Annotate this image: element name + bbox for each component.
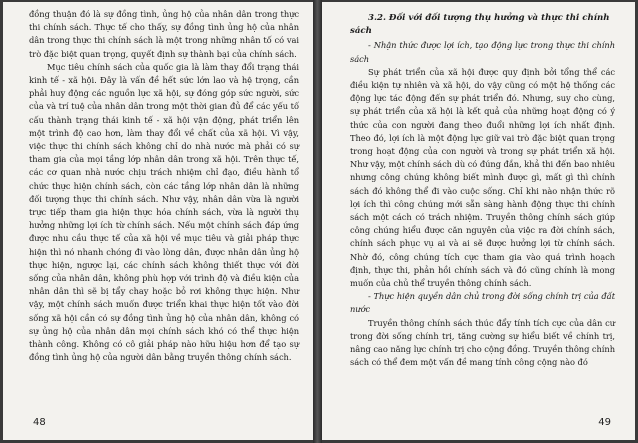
left-paragraph-2: Mục tiêu chính sách của quốc gia là làm thay đổi trạng thái kinh tế - xã hội. Đây là vấn đề hết sức lớn lao và hệ trọng, cần phải huy động các nguồn lực xã hội, sự đóng góp sức người, sức của và trí tuệ của nhân dân trong một thời gian đủ để các yếu tố cấu thành trạng thái kinh tế - xã hội vận động, phát triển lên một trình độ cao hơn, làm thay đổi về chất của xã hội. Vì vậy, việc thực thi chính sách không chỉ do nhà nước mà phải có sự tham gia của mọi tầng lớp nhân dân trong xã hội. Trên thực tế, các cơ quan nhà nước chịu trách nhiệm chỉ đạo, điều hành tổ chức thực hiện chính sách, còn các tầng lớp nhân dân là những đối tượng thực thi chính sách. Như vậy, nhân dân vừa là người trực tiếp tham gia hiện thực hóa chính sách, vừa là người thụ hưởng những lợi ích từ chính sách. Nếu một chính sách đáp ứng được nhu cầu thực tế của xã hội về mục tiêu và giải pháp thực hiện thì nó nhanh chóng đi vào lòng dân, được nhân dân ủng hộ thực hiện, ngược lại, các chính sách không thiết thực với đời sống của nhân dân, không phù hợp với trình độ và điều kiện của nhân dân thì sẽ bị tẩy chay hoặc bỏ rơi không thực hiện. Như vậy, một chính sách muốn được triển khai thực hiện tốt vào đời sống xã hội cần có sự đồng tình ủng hộ của nhân dân, không có sự ủng hộ của nhân dân mọi chính sách khó có thể thực hiện thành công. Không có cô giải pháp nào hữu hiệu hơn để tạo sự đồng tình ủng hộ của người dân bằng truyền thông chính sách. [29,61,299,363]
left-paragraph-1: đồng thuận đó là sự đồng tình, ủng hộ của nhân dân trong thực thi chính sách. Thực tế cho thấy, sự đồng tình ủng hộ của nhân dân trong thực thi chính sách là một trong những nhân tố có vai trò đặc biệt quan trọng, quyết định sự thành bại của chính sách. [29,9,299,59]
right-paragraph-1: Sự phát triển của xã hội được quy định bởi tổng thể các điều kiện tự nhiên và xã hội, do vậy cũng có một hệ thống các động lực tác động đến sự phát triển đó. Nhưng, suy cho cùng, sự phát triển của xã hội là kết quả của những hoạt động có ý thức của con người đang theo đuổi những lợi ích nhất định. Theo đó, lợi ích là một động lực giữ vai trò đặc biệt quan trọng trong hoạt động của con người và trong sự phát triển xã hội. Như vậy, một chính sách dù có đúng đắn, khả thi đến bao nhiêu nhưng công chúng không biết mình được gì, mất gì thì chính sách đó không thể đi vào cuộc sống. Chỉ khi nào nhận thức rõ lợi ích thì công chúng mới sẵn sàng hành động thực thi chính sách một cách có trách nhiệm. Truyền thông chính sách giúp công chúng hiểu được căn nguyên của việc ra đời chính sách, chính sách phục vụ ai và ai sẽ được hưởng lợi từ chính sách. Nhờ đó, công chúng tích cực tham gia vào quá trình hoạch định, thực thi, phản hồi chính sách và đó cũng chính là mong muốn của chủ thể truyền thông chính sách. [350,66,615,289]
page-number-right: 49 [598,417,611,428]
left-page [3,2,313,440]
section-heading: 3.2. Đối với đối tượng thụ hưởng và thực thi chính sách [350,13,610,37]
right-page [322,2,635,440]
book-gutter [313,0,322,443]
subheading-benefits: - Nhận thức được lợi ích, tạo động lực trong thực thi chính sách [350,40,615,64]
page-number-left: 48 [33,417,46,428]
right-paragraph-2: Truyền thông chính sách thúc đẩy tính tích cực của dân cư trong đời sống chính trị, tăng cường sự hiểu biết về chính trị, nâng cao năng lực chính trị cho cộng đồng. Truyền thông chính sách có thể đem một vấn đề mang tính công cộng nào đó [350,317,615,368]
subheading-democracy: - Thực hiện quyền dân chủ trong đời sống chính trị của đất nước [350,291,615,315]
